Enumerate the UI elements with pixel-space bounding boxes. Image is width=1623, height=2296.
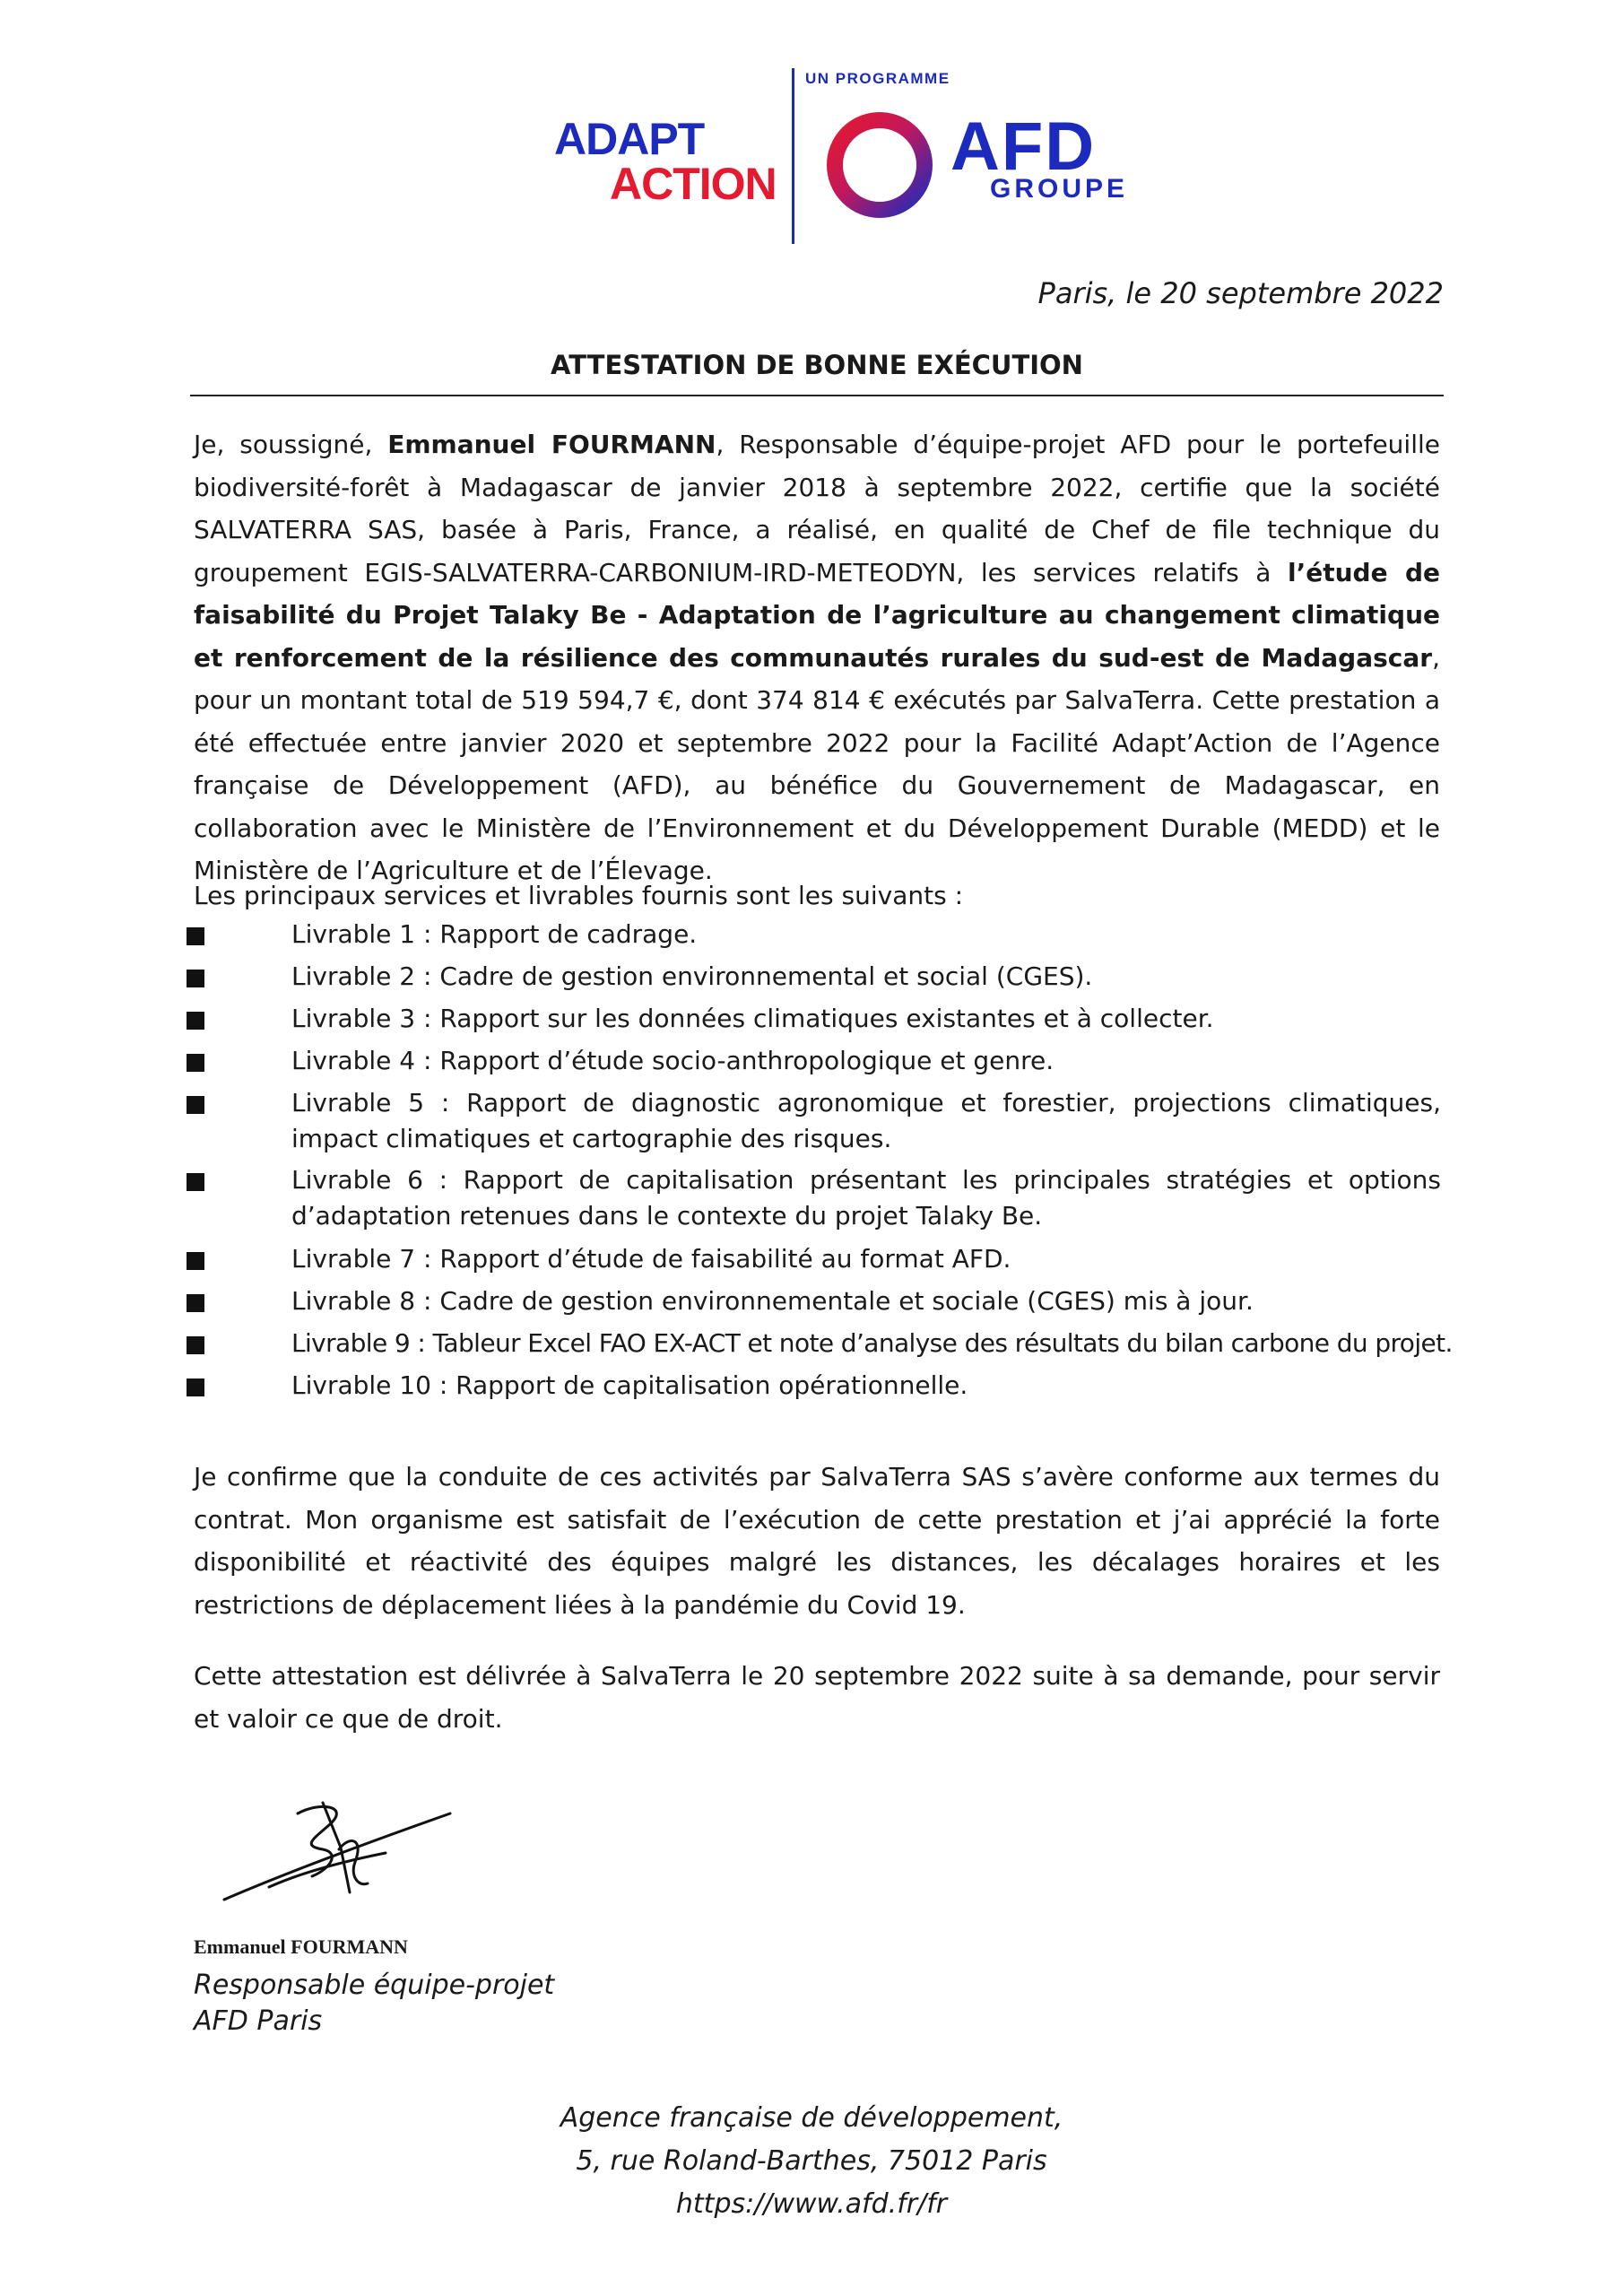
deliverable-text: Livrable 1 : Rapport de cadrage. xyxy=(291,919,698,949)
footer-address: 5, rue Roland-Barthes, 75012 Paris xyxy=(576,2145,1047,2177)
footer-org: Agence française de développement, xyxy=(560,2102,1063,2134)
signatory-name-inline: Emmanuel FOURMANN xyxy=(387,430,716,459)
deliverable-text: Livrable 7 : Rapport d’étude de faisabilité au format AFD. xyxy=(291,1244,1011,1274)
deliverable-text: Livrable 6 : Rapport de capitalisation présentant les principales stratégies et options d’adaptation retenues dans le contexte du projet Talaky Be. xyxy=(291,1165,1441,1231)
afd-logo-group: GROUPE xyxy=(990,174,1129,204)
deliverable-text: Livrable 4 : Rapport d’étude socio-anthropologique et genre. xyxy=(291,1046,1055,1075)
deliverable-text: Livrable 5 : Rapport de diagnostic agronomique et forestier, projections climatiques, impact climatiques et cartographie des risques. xyxy=(291,1088,1441,1153)
delivery-paragraph: Cette attestation est délivrée à SalvaTerra le 20 septembre 2022 suite à sa demande, pour servir et valoir ce que de droit. xyxy=(194,1661,1440,1734)
footer-url: https://www.afd.fr/fr xyxy=(675,2188,948,2220)
afd-ring-icon xyxy=(820,106,939,224)
logo-divider xyxy=(792,68,794,244)
square-bullet-icon xyxy=(187,1336,204,1354)
title-divider xyxy=(190,395,1444,396)
deliverable-text: Livrable 8 : Cadre de gestion environnementale et sociale (CGES) mis à jour. xyxy=(291,1286,1254,1316)
letter-date: Paris, le 20 septembre 2022 xyxy=(1037,276,1444,310)
signatory-role: Responsable équipe-projet xyxy=(194,1970,555,2001)
deliverable-text: Livrable 2 : Cadre de gestion environnemental et social (CGES). xyxy=(291,961,1093,991)
signatory-name: Emmanuel FOURMANN xyxy=(194,1935,408,1958)
p1-mid: , Responsable d’équipe-projet AFD pour le portefeuille biodiversité-forêt à Madagascar de janvier 2018 à septembre 2022, certifie que la société SALVATERRA SAS, basée à Paris, France, a réalisé, en qualité de Chef de file technique du groupement EGIS-SALVATERRA-CARBONIUM-IRD-METEODYN, les services relatifs à xyxy=(194,430,1440,587)
afd-logo-name: AFD xyxy=(950,109,1097,185)
header-logos xyxy=(0,68,1623,248)
deliverables-intro: Les principaux services et livrables fournis sont les suivants : xyxy=(194,881,964,910)
signatory-office: AFD Paris xyxy=(194,2005,323,2037)
square-bullet-icon xyxy=(187,927,204,945)
adapt-logo-line2: ACTION xyxy=(610,159,777,209)
square-bullet-icon xyxy=(187,1378,204,1396)
document-title: ATTESTATION DE BONNE EXÉCUTION xyxy=(551,350,1083,380)
p1-post: , pour un montant total de 519 594,7 €, dont 374 814 € exécutés par SalvaTerra. Cette prestation a été effectuée entre janvier 2020 et septembre 2022 pour la Facilité Adapt’Action de l’Agence française de Développement (AFD), au bénéfice du Gouvernement de Madagascar, en collaboration avec le Ministère de l’Environnement et du Développement Durable (MEDD) et le Ministère de l’Agriculture et de l’Élevage. xyxy=(194,642,1440,885)
square-bullet-icon xyxy=(187,1012,204,1030)
square-bullet-icon xyxy=(187,1294,204,1312)
deliverable-text: Livrable 10 : Rapport de capitalisation opérationnelle. xyxy=(291,1370,968,1400)
deliverable-text: Livrable 3 : Rapport sur les données climatiques existantes et à collecter. xyxy=(291,1004,1214,1033)
project-title: l’étude de faisabilité du Projet Talaky Be - Adaptation de l’agriculture au changement climatique et renforcement de la résilience des communautés rurales du sud-est de Madagascar xyxy=(194,557,1440,673)
programme-label: UN PROGRAMME xyxy=(805,70,950,87)
adapt-logo-line1: ADAPT xyxy=(554,114,705,164)
square-bullet-icon xyxy=(187,1096,204,1114)
adapt-action-logo xyxy=(554,114,777,209)
deliverable-text: Livrable 9 : Tableur Excel FAO EX-ACT et note d’analyse des résultats du bilan carbone du projet. xyxy=(291,1328,1453,1358)
p1-pre: Je, soussigné, xyxy=(194,430,388,459)
square-bullet-icon xyxy=(187,1054,204,1072)
certification-paragraph xyxy=(194,423,1440,892)
footer xyxy=(0,2097,1623,2226)
square-bullet-icon xyxy=(187,1173,204,1191)
handwritten-signature xyxy=(215,1794,457,1937)
square-bullet-icon xyxy=(187,970,204,987)
confirmation-paragraph: Je confirme que la conduite de ces activités par SalvaTerra SAS s’avère conforme aux termes du contrat. Mon organisme est satisfait de l’exécution de cette prestation et j’ai apprécié la forte disponibilité et réactivité des équipes malgré les distances, les décalages horaires et les restrictions de déplacement liées à la pandémie du Covid 19. xyxy=(194,1462,1440,1620)
square-bullet-icon xyxy=(187,1252,204,1270)
